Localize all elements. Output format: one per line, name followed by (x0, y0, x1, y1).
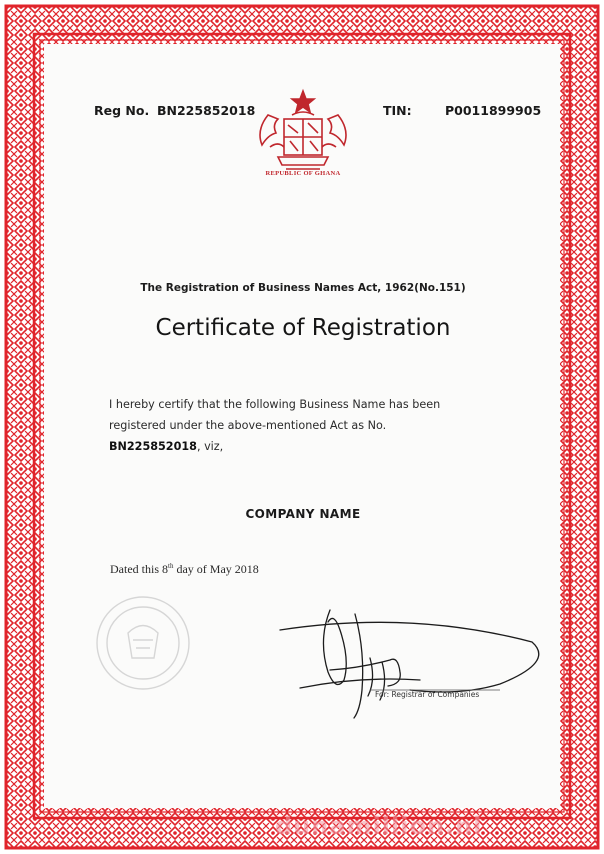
tin-value: P0011899905 (445, 103, 542, 118)
statement-suffix: , viz, (196, 440, 224, 453)
date-prefix: Dated this 8 (110, 562, 168, 576)
registrar-caption: For: Registrar of Companies (375, 690, 480, 699)
certificate-title: Certificate of Registration (155, 315, 451, 341)
company-name: COMPANY NAME (245, 507, 361, 521)
date-ordinal: th (168, 562, 174, 570)
registrar-signature-icon (270, 600, 550, 730)
statement-line-3 (109, 436, 529, 457)
embossed-seal-icon (88, 588, 198, 698)
crest-caption: REPUBLIC OF GHANA (265, 170, 341, 177)
ghana-coat-of-arms-icon (248, 85, 358, 180)
statement-reg-number: BN225852018 (109, 440, 197, 453)
statement-line-1: I hereby certify that the following Business Name has been (109, 398, 441, 411)
watermark: dunamillion.nl (275, 812, 483, 840)
date-line (110, 562, 259, 577)
reg-no-label: Reg No. (94, 103, 150, 118)
date-suffix: day of May 2018 (173, 562, 259, 576)
statement-line-2: registered under the above-mentioned Act as No. (109, 419, 387, 432)
act-reference: The Registration of Business Names Act, 1962(No.151) (140, 282, 466, 294)
reg-no-value: BN225852018 (157, 103, 256, 118)
tin-label: TIN: (383, 103, 412, 118)
certification-statement (109, 394, 529, 457)
